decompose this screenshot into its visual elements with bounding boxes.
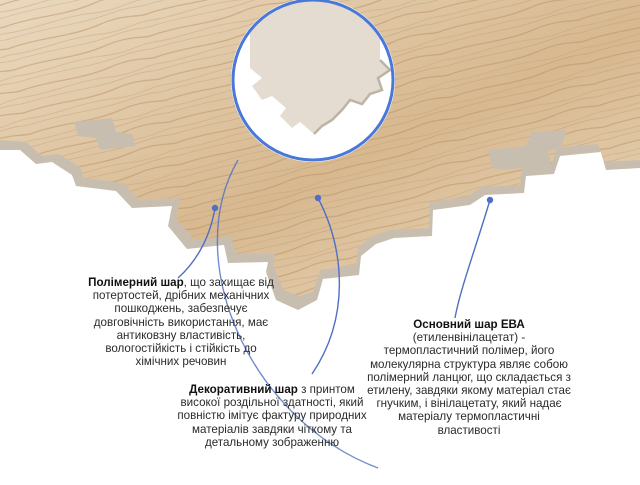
callout-polymer-text: , що захищає від потертостей, дрібних механічних пошкоджень, забезпечує довговічність використання, має антиковзну властивість, вологостійкість і стійкість до хімічних речовин	[92, 276, 274, 369]
leader-dot-polymer	[212, 205, 218, 211]
callout-eva-layer	[366, 318, 572, 437]
leader-dot-decor	[315, 195, 321, 201]
callout-decorative-title: Декоративний шар	[189, 383, 298, 396]
callout-polymer-layer	[88, 276, 274, 368]
callout-decorative-text: з принтом високої роздільної здатності, який повністю імітує фактуру природних матеріалів завдяки чіткому та детальному зображенню	[177, 383, 367, 449]
leader-line-eva	[455, 200, 490, 318]
callout-eva-text: (етиленвінілацетат) - термопластичний полімер, його молекулярна структура являє собою полімерний ланцюг, що складається з етилену, завдяки якому матеріал стає гнучким, і вінілацетату, який надає матеріалу термопластичні властивості	[367, 331, 571, 437]
callout-eva-title: Основний шар ЕВА	[413, 318, 525, 331]
callout-polymer-title: Полімерний шар	[88, 276, 184, 289]
leader-dot-eva	[487, 197, 493, 203]
callout-decorative-layer	[176, 383, 368, 449]
